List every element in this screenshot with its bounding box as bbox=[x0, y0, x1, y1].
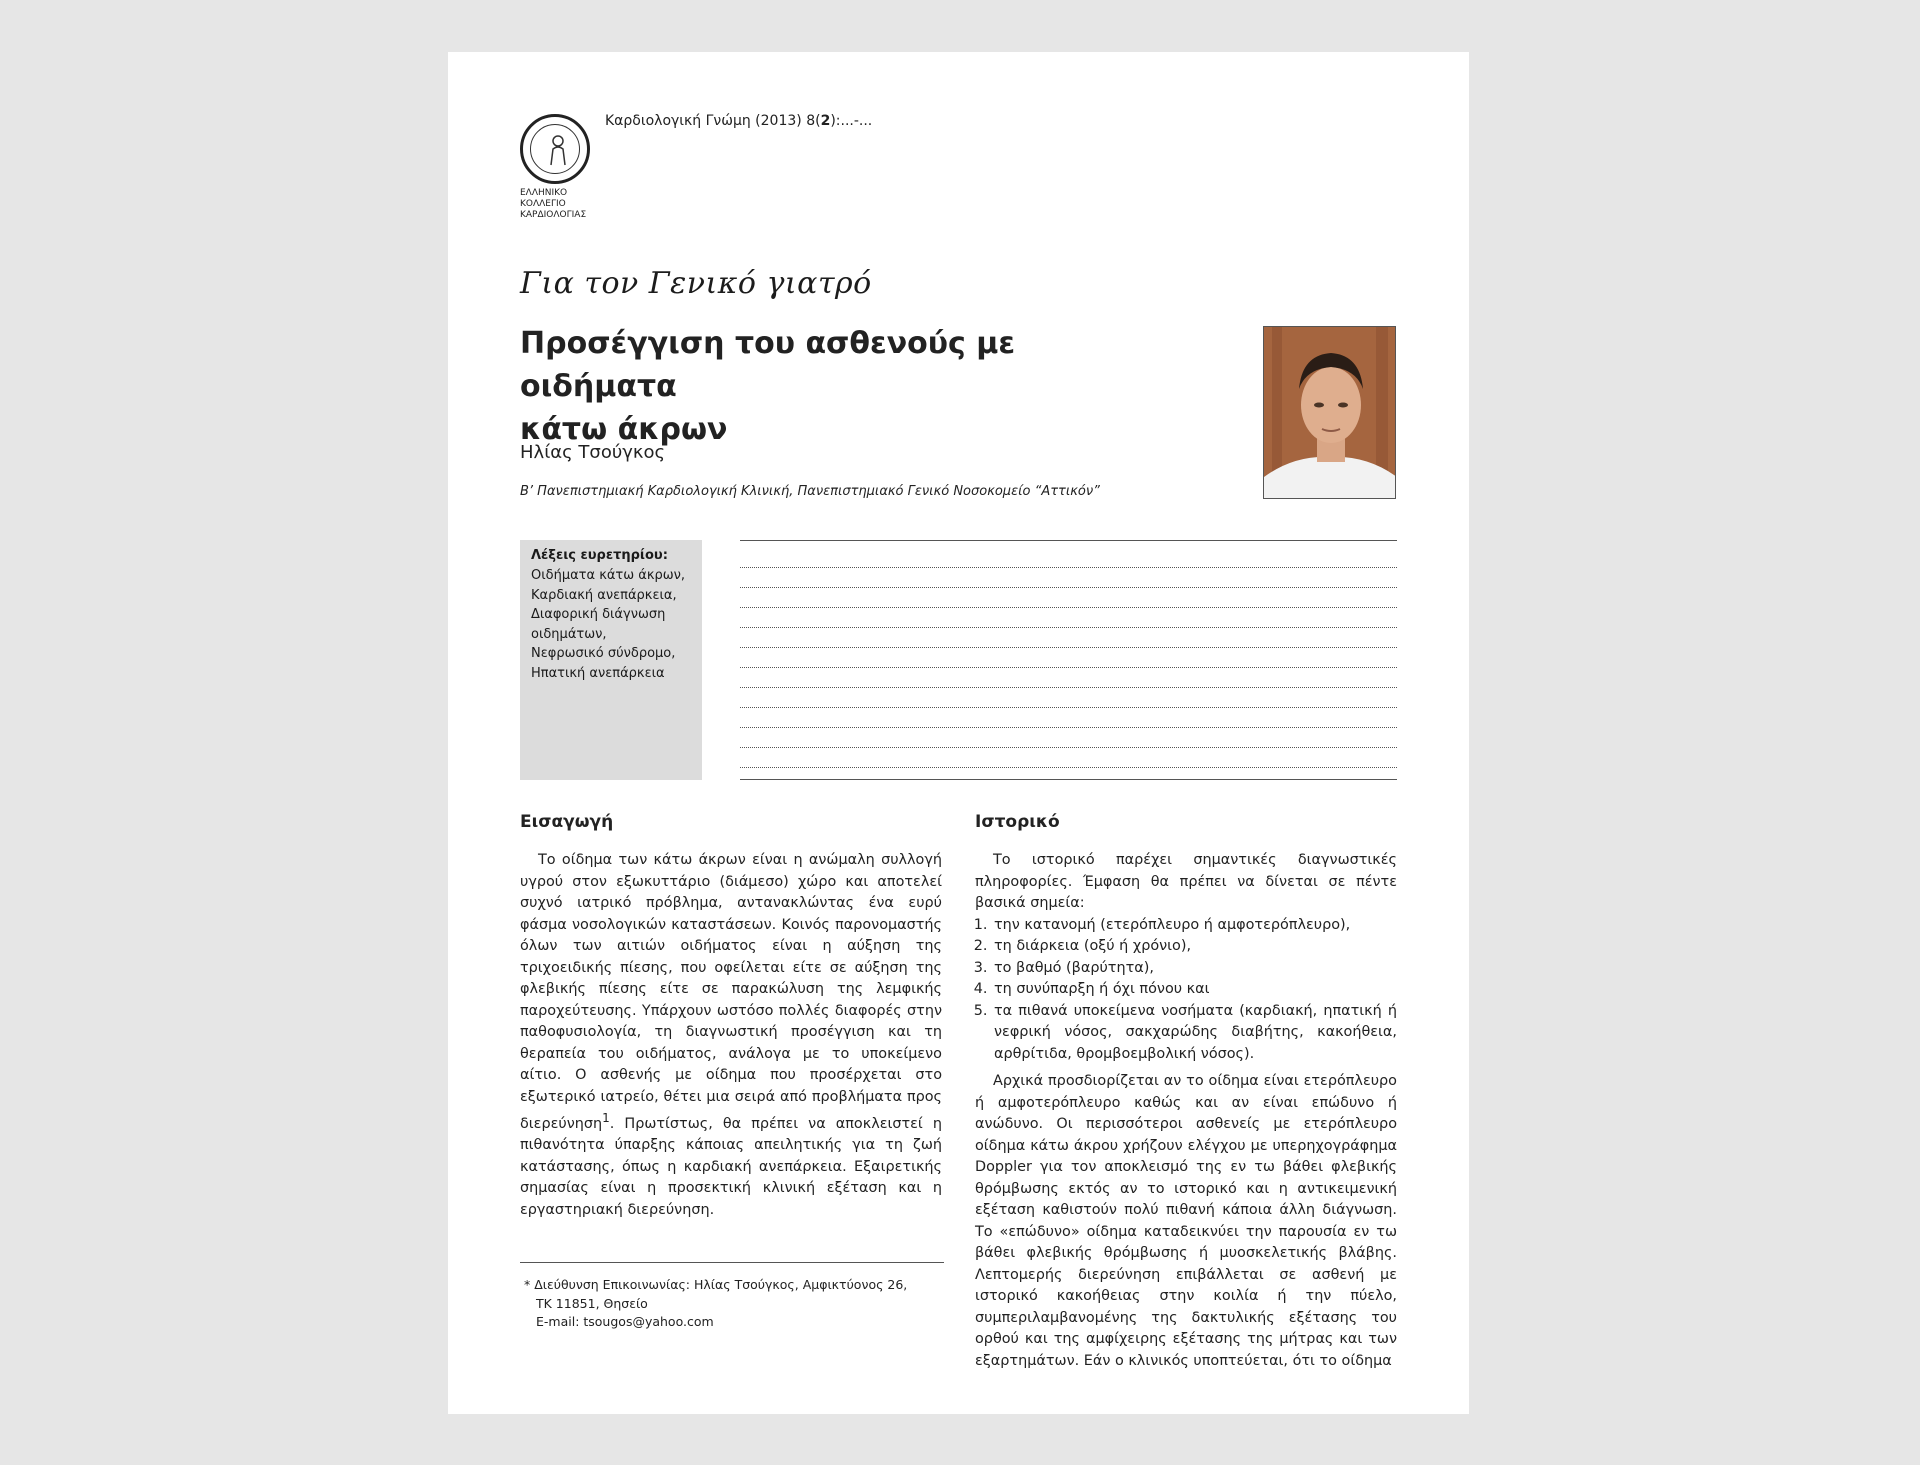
reference-marker: 1 bbox=[602, 1111, 610, 1125]
history-column bbox=[975, 850, 1397, 1372]
history-list-item: 3. το βαθμό (βαρύτητα), bbox=[992, 958, 1397, 980]
footnote-email: E-mail: tsougos@yahoo.com bbox=[536, 1314, 714, 1329]
correspondence-footnote bbox=[524, 1276, 907, 1332]
keyword-item: Διαφορική διάγνωση bbox=[531, 607, 666, 622]
keyword-item: Νεφρωσικό σύνδρομο, bbox=[531, 646, 676, 661]
dotted-line bbox=[740, 607, 1397, 608]
footnote-line: ΤΚ 11851, Θησείο bbox=[536, 1295, 648, 1311]
dotted-line bbox=[740, 587, 1397, 588]
keyword-item: Ηπατική ανεπάρκεια bbox=[531, 665, 665, 681]
history-list-item: 1. την κατανομή (ετερόπλευρο ή αμφοτερόπλευρο), bbox=[992, 915, 1397, 937]
keyword-item: οιδημάτων, bbox=[531, 626, 607, 642]
college-logo bbox=[520, 114, 600, 221]
dotted-line bbox=[740, 767, 1397, 768]
keywords-box bbox=[520, 540, 702, 780]
history-list-item: 5. τα πιθανά υποκείμενα νοσήματα (καρδιακή, ηπατική ή νεφρική νόσος, σακχαρώδης διαβήτης, κακοήθεια, αρθρίτιδα, θρομβοεμβολική νόσος). bbox=[992, 1001, 1397, 1066]
keywords-title: Λέξεις ευρετηρίου: bbox=[531, 548, 668, 563]
footnote-rule bbox=[520, 1262, 944, 1263]
article-title bbox=[520, 322, 1160, 451]
dotted-line bbox=[740, 687, 1397, 688]
history-heading: Ιστορικό bbox=[975, 812, 1060, 832]
dotted-line bbox=[740, 627, 1397, 628]
title-line: κάτω άκρων bbox=[520, 412, 728, 447]
history-paragraph: Αρχικά προσδιορίζεται αν το οίδημα είναι ετερόπλευρο ή αμφοτερόπλευρο καθώς και αν είναι επώδυνο ή ανώδυνο. Οι περισσότεροι ασθενείς με ετερόπλευρο οίδημα κάτω άκρου χρήζουν ελέγχου με υπερηχογράφημα Doppler για τον αποκλεισμό της εν τω βάθει φλεβικής θρόμβωσης εκτός αν το ιστορικό και η αντικειμενική εξέταση καθιστούν πολύ πιθανή κάποια άλλη διάγνωση. Το «επώδυνο» οίδημα καταδεικνύει την παρουσία εν τω βάθει φλεβικής θρόμβωσης ή μυοσκελετικής βλάβης. Λεπτομερής διερεύνηση επιβάλλεται σε ασθενή με ιστορικό κακοήθειας στην κοιλία ή την πύελο, συμπεριλαμβανομένης της δακτυλικής εξέτασης του ορθού και της αμφίχειρης εξέτασης της μήτρας και των εξαρτημάτων. Εάν ο κλινικός υποπτεύεται, ότι το οίδημα bbox=[975, 1073, 1397, 1369]
logo-line: ΚΑΡΔΙΟΛΟΓΙΑΣ bbox=[520, 210, 587, 220]
history-intro: Το ιστορικό παρέχει σημαντικές διαγνωστικές πληροφορίες. Έμφαση θα πρέπει να δίνεται σε πέντε βασικά σημεία: bbox=[975, 852, 1397, 911]
keyword-item: Οιδήματα κάτω άκρων, bbox=[531, 568, 686, 583]
dotted-line bbox=[740, 707, 1397, 708]
dotted-line bbox=[740, 667, 1397, 668]
dotted-line bbox=[740, 747, 1397, 748]
history-list bbox=[975, 915, 1397, 1066]
dotted-line bbox=[740, 647, 1397, 648]
title-line: Προσέγγιση του ασθενούς με οιδήματα bbox=[520, 326, 1016, 404]
author-photo bbox=[1263, 326, 1396, 499]
logo-line: ΚΟΛΛΕΓΙΟ bbox=[520, 199, 566, 209]
author-name: Ηλίας Τσούγκος bbox=[520, 442, 666, 463]
dotted-line bbox=[740, 567, 1397, 568]
logo-line: ΕΛΛΗΝΙΚΟ bbox=[520, 188, 568, 198]
author-affiliation: Β’ Πανεπιστημιακή Καρδιολογική Κλινική, Πανεπιστημιακό Γενικό Νοσοκομείο “Αττικόν” bbox=[520, 484, 1100, 499]
journal-issue: 2 bbox=[820, 113, 831, 129]
journal-citation: Καρδιολογική Γνώμη (2013) 8(2):...-... bbox=[605, 113, 873, 129]
footnote-line: * Διεύθυνση Επικοινωνίας: Ηλίας Τσούγκος, Αμφικτύονος 26, bbox=[524, 1277, 908, 1292]
intro-paragraph: Το οίδημα των κάτω άκρων είναι η ανώμαλη συλλογή υγρού στον εξωκυττάριο (διάμεσο) χώρο και αποτελεί συχνό ιατρικό πρόβλημα, αντανακλώντας ένα ευρύ φάσμα νοσολογικών καταστάσεων. Κοινός παρονομαστής όλων των αιτιών οιδήματος είναι η αύξηση της τριχοειδικής πίεσης, που οφείλεται είτε σε αύξηση της φλεβικής πίεσης είτε σε παρακώλυση της λεμφικής παροχεύτευσης. Υπάρχουν ωστόσο πολλές διαφορές στην παθοφυσιολογία, τη διαγνωστική προσέγγιση και τη θεραπεία του οιδήματος, ανάλογα με το υποκείμενο αίτιο. Ο ασθενής με οίδημα που προσέρχεται στο εξωτερικό ιατρείο, θέτει μια σειρά από προβλήματα προς διερεύνηση$^1$. Πρωτίστως, θα πρέπει να αποκλειστεί η πιθανότητα ύπαρξης κάποιας απειλητικής για τη ζωή κατάστασης, όπως η καρδιακή ανεπάρκεια. Εξαιρετικής σημασίας είναι η προσεκτική κλινική εξέταση και η εργαστηριακή διερεύνηση. bbox=[520, 852, 942, 1218]
abstract-placeholder bbox=[740, 540, 1397, 780]
history-list-item: 2. τη διάρκεια (οξύ ή χρόνιο), bbox=[992, 936, 1397, 958]
intro-heading: Εισαγωγή bbox=[520, 812, 614, 832]
history-list-item: 4. τη συνύπαρξη ή όχι πόνου και bbox=[992, 979, 1397, 1001]
abstract-bottom-rule bbox=[740, 779, 1397, 780]
college-seal-icon bbox=[520, 114, 590, 184]
keyword-item: Καρδιακή ανεπάρκεια, bbox=[531, 587, 677, 603]
section-title: Για τον Γενικό γιατρό bbox=[520, 266, 872, 301]
abstract-top-rule bbox=[740, 540, 1397, 541]
article-page bbox=[448, 52, 1469, 1414]
intro-column bbox=[520, 850, 942, 1221]
dotted-line bbox=[740, 727, 1397, 728]
